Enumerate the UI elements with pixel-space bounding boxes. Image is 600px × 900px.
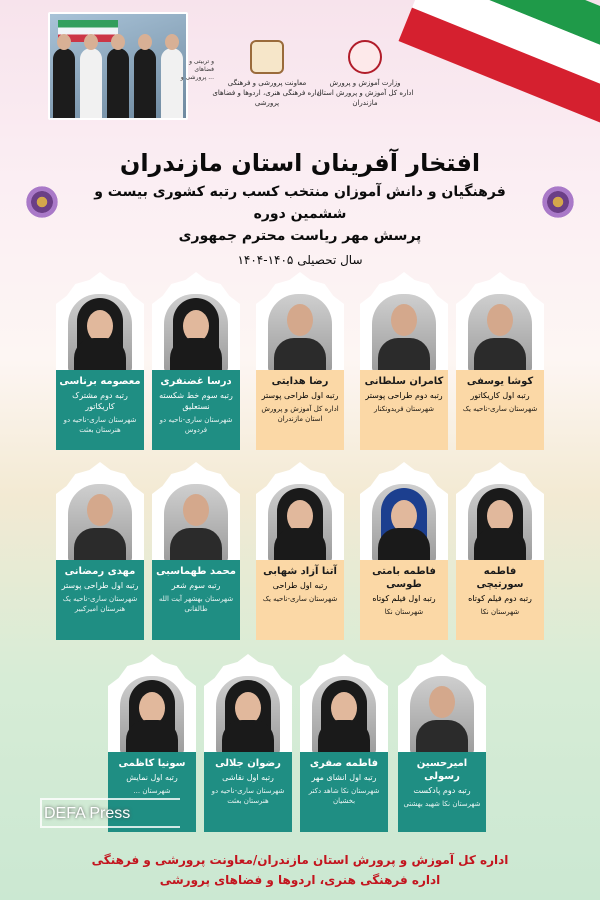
avatar — [312, 676, 376, 754]
avatar — [68, 294, 132, 372]
winner-location: شهرستان ساری-ناحیه دو فردوس — [159, 416, 233, 434]
winner-card — [152, 272, 240, 450]
footer-line1: اداره کل آموزش و پرورش استان مازندران/معاونت پرورشی و فرهنگی — [91, 853, 509, 867]
winner-rank: رتبه دوم مشترک کاریکاتور — [72, 391, 128, 411]
academic-year: سال تحصیلی ۱۴۰۵-۱۴۰۴ — [237, 253, 363, 267]
page-title: افتخار آفرینان استان مازندران — [119, 149, 481, 177]
avatar — [372, 294, 436, 372]
winner-location: شهرستان ساری-ناحیه دو هنرستان بعثت — [63, 416, 137, 434]
winner-name: آتنا آزاد شهابی — [263, 566, 337, 577]
winner-card — [204, 654, 292, 832]
avatar — [216, 676, 280, 754]
winner-location: شهرستان ساری-ناحیه دو هنرستان بعثت — [211, 787, 285, 805]
winner-rank: رتبه اول انشای مهر — [311, 773, 377, 782]
winner-rank: رتبه اول کاریکاتور — [470, 391, 530, 400]
winner-name: کامران سلطانی — [364, 376, 444, 387]
winner-name: درسا غضنفری — [160, 376, 232, 387]
winner-name: سونیا کاظمی — [118, 758, 186, 769]
winner-rank: رتبه اول فیلم کوتاه — [372, 594, 436, 603]
avatar — [68, 484, 132, 562]
ornament-icon — [530, 174, 587, 231]
ministry-line1: وزارت آموزش و پرورش — [329, 79, 401, 87]
title-block — [70, 148, 530, 269]
winner-card — [256, 462, 344, 640]
footer — [0, 850, 600, 890]
winner-name: محمد طهماسبی — [156, 566, 236, 577]
winner-name: فاطمه صفری — [309, 758, 379, 769]
deputy-emblem-icon — [250, 40, 284, 74]
winner-card — [56, 462, 144, 640]
avatar — [468, 484, 532, 562]
winner-name: رضوان جلالی — [215, 758, 281, 769]
leaders-photo — [48, 12, 188, 120]
avatar — [268, 484, 332, 562]
winner-name: مهدی رمضانی — [64, 566, 136, 577]
winner-card — [360, 272, 448, 450]
avatar — [268, 294, 332, 372]
winner-card — [360, 462, 448, 640]
winner-card — [456, 272, 544, 450]
footer-line2: اداره فرهنگی هنری، اردوها و فضاهای پرورشی — [159, 873, 441, 887]
winner-rank: رتبه سوم خط شکسته نستعلیق — [159, 391, 233, 411]
page-subtitle-2: پرسش مهر ریاست محترم جمهوری — [178, 228, 422, 244]
winner-card — [256, 272, 344, 450]
winner-name: کوشا یوسفی — [466, 376, 534, 387]
avatar — [410, 676, 474, 754]
winner-name: معصومه برناسی — [59, 376, 141, 387]
winner-location: شهرستان نکا — [384, 608, 424, 616]
winner-rank: رتبه دوم فیلم کوتاه — [468, 594, 532, 603]
winner-card — [152, 462, 240, 640]
winner-location: شهرستان بهشهر آیت الله طالقانی — [158, 595, 234, 613]
winner-card — [300, 654, 388, 832]
winner-name: امیرحسین رسولی — [416, 758, 468, 782]
winner-location: شهرستان نکا شهید بهشتی — [403, 800, 481, 808]
winner-card — [398, 654, 486, 832]
watermark-text: DEFA Press — [44, 805, 131, 822]
winner-card — [456, 462, 544, 640]
winner-rank: رتبه اول نقاشی — [222, 773, 274, 782]
winner-name: فاطمه سورتیچی — [476, 566, 524, 590]
avatar — [120, 676, 184, 754]
deputy-line2: اداره فرهنگی هنری، اردوها و فضاهای پرورشی — [212, 89, 322, 107]
avatar — [164, 484, 228, 562]
winner-location: شهرستان نکا شاهد دکتر بخشیان — [308, 787, 380, 805]
winner-rank: رتبه اول طراحی پوستر — [61, 581, 139, 590]
winner-location: شهرستان ... — [133, 787, 171, 795]
winner-name: فاطمه بامتی طوسی — [372, 566, 436, 590]
avatar — [164, 294, 228, 372]
deputy-aside-text: و تربیتی و فضاهای پرورشی و ... — [180, 58, 214, 81]
page-subtitle: فرهنگیان و دانش آموزان منتخب کسب رتبه کشوری بیست و ششمین دوره — [94, 184, 506, 222]
winner-rank: رتبه سوم شعر — [171, 581, 221, 590]
winner-location: اداره کل آموزش و پرورش استان مازندران — [261, 405, 339, 423]
ornament-icon — [14, 174, 71, 231]
winner-rank: رتبه دوم طراحی پوستر — [365, 391, 443, 400]
winner-location: شهرستان فریدونکنار — [373, 405, 435, 413]
iran-emblem-icon — [348, 40, 382, 74]
winner-location: شهرستان ساری-ناحیه یک — [462, 405, 538, 413]
winner-rank: رتبه اول نمایش — [126, 773, 178, 782]
iran-flag-ribbon — [398, 0, 600, 129]
winner-rank: رتبه دوم پادکست — [413, 786, 471, 795]
ministry-line2: اداره کل آموزش و پرورش استان مازندران — [316, 89, 414, 107]
ministry-logo-block — [310, 40, 420, 108]
avatar — [372, 484, 436, 562]
winner-rank: رتبه اول طراحی — [272, 581, 328, 590]
winner-location: شهرستان ساری-ناحیه یک هنرستان امیرکبیر — [62, 595, 138, 613]
winner-name: رضا هدایتی — [271, 376, 329, 387]
deputy-line1: معاونت پرورشی و فرهنگی — [227, 79, 307, 87]
winner-card — [56, 272, 144, 450]
winner-location: شهرستان نکا — [480, 608, 520, 616]
winner-location: شهرستان ساری-ناحیه یک — [262, 595, 338, 603]
deputy-logo-block — [180, 40, 322, 108]
winner-rank: رتبه اول طراحی پوستر — [261, 391, 339, 400]
avatar — [468, 294, 532, 372]
